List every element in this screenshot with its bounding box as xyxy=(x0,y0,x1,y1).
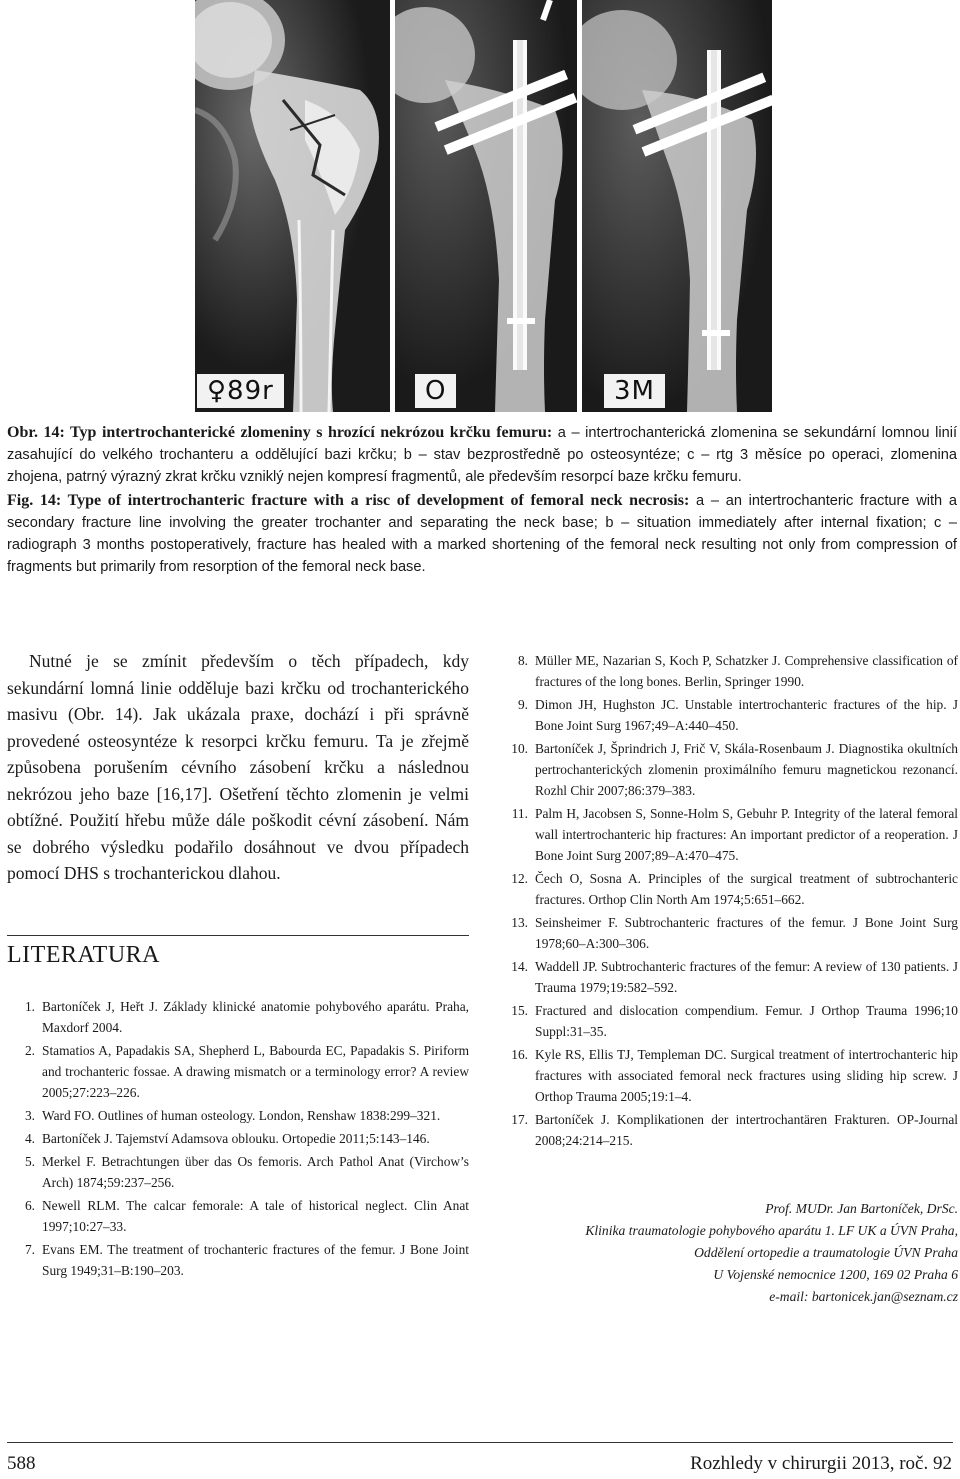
reference-text: Evans EM. The treatment of trochanteric fractures of the femur. J Bone Joint Surg 1949;31–B:190–203. xyxy=(42,1242,469,1278)
reference-number: 8 . xyxy=(500,650,528,671)
footer-rule xyxy=(7,1442,953,1443)
page-number: 588 xyxy=(7,1453,36,1474)
reference-number: 11 . xyxy=(500,803,528,824)
reference-text: Ward FO. Outlines of human osteology. London, Renshaw 1838:299–321. xyxy=(42,1108,441,1123)
reference-item xyxy=(500,1044,958,1107)
reference-item xyxy=(500,1109,958,1151)
reference-item xyxy=(500,738,958,801)
reference-number: 10 . xyxy=(500,738,528,759)
reference-text: Seinsheimer F. Subtrochanteric fractures of the femur. J Bone Joint Surg 1978;60–A:300–306. xyxy=(535,915,958,951)
reference-text: Bartoníček J. Tajemství Adamsova oblouku. Ortopedie 2011;5:143–146. xyxy=(42,1131,430,1146)
reference-number: 2 . xyxy=(7,1040,35,1061)
left-column xyxy=(7,648,469,1278)
xray-image-c xyxy=(582,0,772,412)
reference-text: Stamatios A, Papadakis SA, Shepherd L, Babourda EC, Papadakis S. Piriform and trochanteric fossae. A drawing mismatch or a terminology error? A review 2005;27:223–226. xyxy=(42,1043,469,1100)
xray-figure xyxy=(195,0,772,412)
reference-number: 4 . xyxy=(7,1128,35,1149)
reference-text: Waddell JP. Subtrochanteric fractures of the femur: A review of 130 patients. J Trauma 1979;19:582–592. xyxy=(535,959,958,995)
author-department: Oddělení ortopedie a traumatologie ÚVN Praha xyxy=(694,1245,958,1260)
author-name: Prof. MUDr. Jan Bartoníček, DrSc. xyxy=(765,1201,958,1216)
caption-czech-lead: Obr. 14: Typ intertrochanterické zlomeniny s hrozící nekrózou krčku femuru: xyxy=(7,424,553,441)
reference-list-left xyxy=(7,996,469,1283)
reference-item xyxy=(7,1040,469,1103)
reference-text: Čech O, Sosna A. Principles of the surgical treatment of subtrochanteric fractures. Orthop Clin North Am 1974;5:651–662. xyxy=(535,871,958,907)
reference-text: Fractured and dislocation compendium. Femur. J Orthop Trauma 1996;10 Suppl:31–35. xyxy=(535,1003,958,1039)
reference-item xyxy=(500,1000,958,1042)
reference-item xyxy=(7,1239,469,1281)
reference-item xyxy=(500,956,958,998)
reference-number: 3 . xyxy=(7,1105,35,1126)
reference-item xyxy=(500,803,958,866)
reference-text: Merkel F. Betrachtungen über das Os femoris. Arch Pathol Anat (Virchow’s Arch) 1874;59:237–256. xyxy=(42,1154,469,1190)
author-clinic: Klinika traumatologie pohybového aparátu 1. LF UK a ÚVN Praha, xyxy=(585,1223,958,1238)
literature-heading: LITERATURA xyxy=(7,942,160,968)
reference-text: Kyle RS, Ellis TJ, Templeman DC. Surgical treatment of intertrochanteric hip fractures with associated femoral neck fractures using sliding hip screw. J Orthop Trauma 2005;19:1–4. xyxy=(535,1047,958,1104)
reference-text: Dimon JH, Hughston JC. Unstable intertrochanteric fractures of the hip. J Bone Joint Surg 1967;49–A:440–450. xyxy=(535,697,958,733)
reference-item xyxy=(7,1105,469,1126)
figure-caption xyxy=(7,422,957,578)
xray-panel-c xyxy=(582,0,772,412)
reference-number: 6 . xyxy=(7,1195,35,1216)
body-paragraph: Nutné je se zmínit především o těch případech, kdy sekundární lomná linie odděluje bazi krčku od trochanterického masivu (Obr. 14). Jak ukázala praxe, dochází i při správně provedené osteosyntéze k resorpci krčku femuru. Ta je zřejmě způsobena porušením cévního zásobení krčku a následnou nekrózou jeho baze [16,17]. Ošetření těchto zlomenin je velmi obtížné. Použití hřebu může dále poškodit cévní zásobení. Nám se dobrého výsledku podařilo dosáhnout ve dvou případech pomocí DHS s trochanterickou dlahou. xyxy=(7,651,469,883)
xray-label-c: 3M xyxy=(604,374,665,408)
reference-text: Palm H, Jacobsen S, Sonne-Holm S, Gebuhr P. Integrity of the lateral femoral wall intertrochanteric hip fractures: An important predictor of a reoperation. J Bone Joint Surg 2007;89–A:470–475. xyxy=(535,806,958,863)
reference-item xyxy=(7,1195,469,1237)
reference-number: 14 . xyxy=(500,956,528,977)
caption-czech xyxy=(7,422,957,488)
xray-panel-a xyxy=(195,0,390,412)
reference-item xyxy=(500,912,958,954)
xray-image-a xyxy=(195,0,390,412)
caption-english xyxy=(7,490,957,578)
reference-text: Bartoníček J. Komplikationen der intertrochantären Frakturen. OP-Journal 2008;24:214–215. xyxy=(535,1112,958,1148)
author-street: U Vojenské nemocnice 1200, 169 02 Praha 6 xyxy=(713,1267,958,1282)
reference-item xyxy=(7,1151,469,1193)
reference-item xyxy=(500,868,958,910)
xray-image-b xyxy=(395,0,577,412)
reference-item xyxy=(7,996,469,1038)
reference-text: Bartoníček J, Heřt J. Základy klinické anatomie pohybového aparátu. Praha, Maxdorf 2004. xyxy=(42,999,469,1035)
reference-number: 5 . xyxy=(7,1151,35,1172)
reference-number: 9 . xyxy=(500,694,528,715)
literature-rule xyxy=(7,935,469,936)
reference-number: 15 . xyxy=(500,1000,528,1021)
reference-item xyxy=(500,694,958,736)
reference-number: 12 . xyxy=(500,868,528,889)
reference-number: 7 . xyxy=(7,1239,35,1260)
caption-english-body: a – an intertrochanteric fracture with a secondary fracture line involving the greater trochanter and separating the neck base; b – situation immediately after internal fixation; c – radiograph 3 months postoperatively, fracture has healed with a marked shortening of the femoral neck resulting not only from compression of fragments but primarily from resorption of the femoral neck base. xyxy=(7,493,957,575)
caption-czech-body: a – intertrochanterická zlomenina se sekundární lomnou linií zasahující do velkého trochanteru a oddělující bazi krčku; b – stav bezprostředně po osteosyntéze; c – rtg 3 měsíce po operaci, zlomenina zhojena, patrný výrazný zkrat krčku vzniklý nejen kompresí fragmentů, ale především resorpcí baze krčku femuru. xyxy=(7,425,958,485)
xray-label-b: O xyxy=(415,374,456,408)
caption-english-lead: Fig. 14: Type of intertrochanteric fracture with a risc of development of femoral neck necrosis: xyxy=(7,492,690,509)
reference-item xyxy=(500,650,958,692)
reference-number: 17 . xyxy=(500,1109,528,1130)
reference-number: 16 . xyxy=(500,1044,528,1065)
author-address xyxy=(438,1198,958,1308)
xray-label-a: ♀89r xyxy=(197,374,284,408)
xray-panel-b xyxy=(395,0,577,412)
author-email: e-mail: bartonicek.jan@seznam.cz xyxy=(769,1289,958,1304)
reference-text: Bartoníček J, Šprindrich J, Frič V, Skála-Rosenbaum J. Diagnostika okultních pertrochanterických zlomenin proximálního femuru magnetickou rezonancí. Rozhl Chir 2007;86:379–383. xyxy=(535,741,958,798)
reference-item xyxy=(7,1128,469,1149)
journal-name: Rozhledy v chirurgii 2013, roč. 92 xyxy=(690,1453,952,1474)
reference-text: Müller ME, Nazarian S, Koch P, Schatzker J. Comprehensive classification of fractures of the long bones. Berlin, Springer 1990. xyxy=(535,653,958,689)
reference-number: 1 . xyxy=(7,996,35,1017)
reference-text: Newell RLM. The calcar femorale: A tale of historical neglect. Clin Anat 1997;10:27–33. xyxy=(42,1198,469,1234)
reference-number: 13 . xyxy=(500,912,528,933)
reference-list-right xyxy=(500,650,958,1153)
